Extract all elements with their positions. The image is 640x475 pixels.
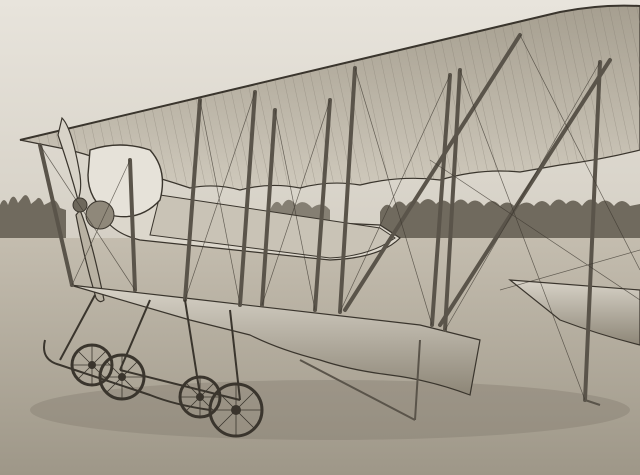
wheel-front-right <box>100 355 144 399</box>
wheel-rear-right <box>210 384 262 436</box>
ground-shadow <box>30 380 630 440</box>
wheel-front-left <box>72 345 112 385</box>
